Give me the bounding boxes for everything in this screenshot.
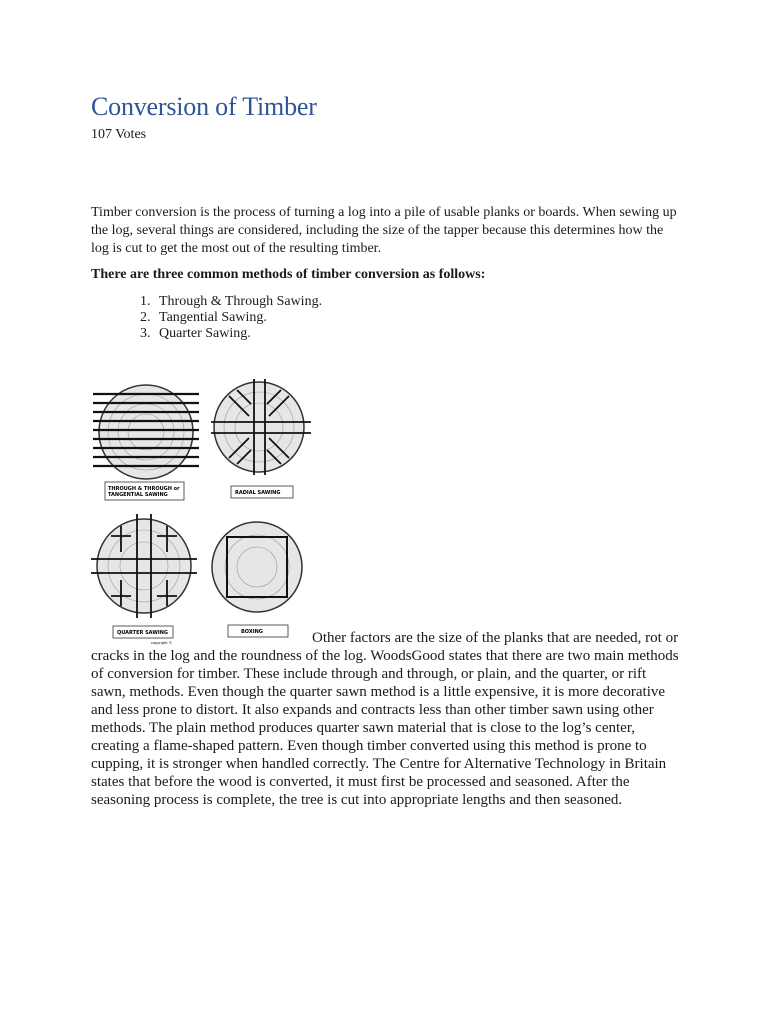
through-sawing-log: [93, 385, 199, 479]
copyright-note: copyright ©: [151, 641, 173, 645]
intro-paragraph: Timber conversion is the process of turning a log into a pile of usable planks or boards. When sewing up the log, several things are considered, including the size of the tapper because this determines how the log is cut to get the most out of the resulting timber.: [91, 205, 677, 256]
methods-lead: There are three common methods of timber conversion as follows:: [91, 267, 486, 282]
list-item: 1. Through & Through Sawing.: [154, 294, 322, 310]
quarter-sawing-log: [91, 514, 197, 618]
methods-list: [91, 294, 322, 342]
vote-count: 107 Votes: [91, 127, 147, 142]
body-paragraph: Other factors are the size of the planks that are needed, rot or cracks in the log and the roundness of the log. WoodsGood states that there are two main methods of conversion for timber. These include through and through, or plain, and the quarter, or rift sawn, methods. Even though the quarter sawn method is a little expensive, it is more decorative and less prone to distort. It also expands and contracts less than other timber sawn using other methods. The plain method produces quarter sawn material that is close to the log’s center, creating a flame-shaped pattern. Even though timber converted using this method is prone to cupping, it is stronger when handled correctly. The Centre for Alternative Technology in Britain states that before the wood is converted, it must first be processed and seasoned. After the seasoning process is complete, the tree is cut into appropriate lengths and then seasoned.: [91, 630, 679, 808]
list-item: 3. Quarter Sawing.: [154, 326, 322, 342]
sawing-methods-figure: [91, 376, 316, 651]
radial-caption: RADIAL SAWING: [235, 490, 281, 496]
page-title: Conversion of Timber: [91, 92, 317, 121]
boxing-caption: BOXING: [241, 629, 263, 635]
radial-sawing-log: [211, 379, 311, 475]
through-caption-2: TANGENTIAL SAWING: [108, 492, 168, 498]
list-item: 2. Tangential Sawing.: [154, 310, 322, 326]
quarter-caption: QUARTER SAWING: [117, 630, 168, 636]
boxing-log: [212, 522, 302, 612]
through-caption-1: THROUGH & THROUGH or: [108, 486, 180, 492]
